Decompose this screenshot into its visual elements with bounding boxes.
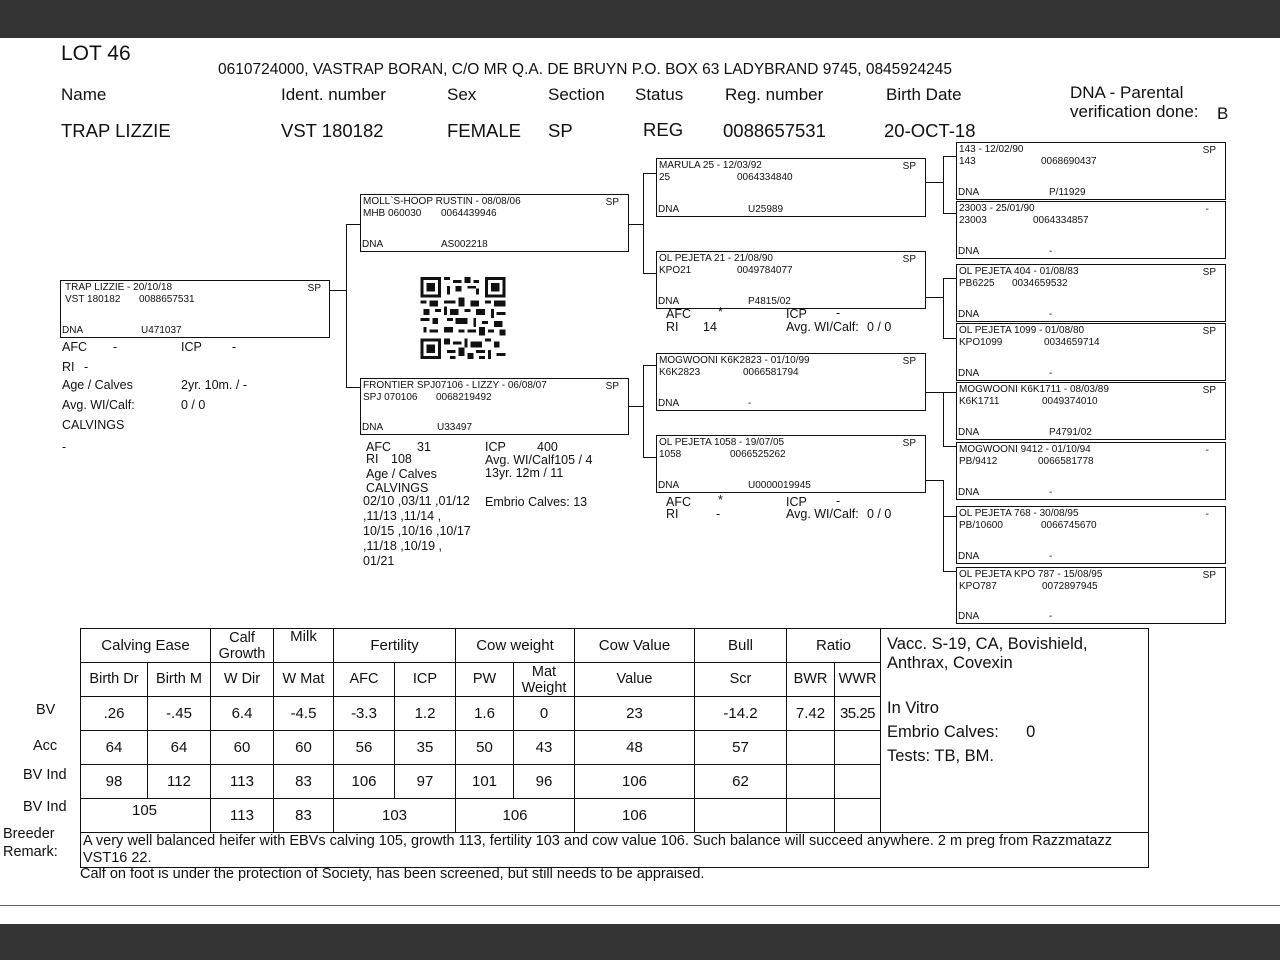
connector-line xyxy=(943,278,944,338)
animal-ident: VST 180182 xyxy=(281,120,384,141)
sd-afc-label: AFC xyxy=(666,307,691,321)
dam-afc-label: AFC xyxy=(366,440,391,454)
row-label-bv-ind: BV Ind xyxy=(23,767,67,783)
subject-calvings-value: - xyxy=(62,440,67,454)
ss-dna-label: DNA xyxy=(658,204,680,215)
dam-calving-line: ,11/18 ,10/19 , xyxy=(363,539,442,553)
g7-dna-value: - xyxy=(1049,551,1053,562)
col-birth-m: Birth M xyxy=(148,663,211,697)
connector-line xyxy=(943,516,956,517)
bv-cell: 1.2 xyxy=(395,697,456,731)
tests-note: Tests: TB, BM. xyxy=(887,747,994,765)
dam-age-label: Age / Calves xyxy=(366,467,437,481)
invitro-note: In Vitro xyxy=(887,699,939,717)
g2-section: - xyxy=(1205,204,1209,215)
g8-ident: KPO787 xyxy=(959,581,997,592)
group-cow-weight: Cow weight xyxy=(456,629,575,663)
subject-reg: 0088657531 xyxy=(139,294,195,305)
footer-note: Calf on foot is under the protection of Society, has been screened, but still needs to be appraised. xyxy=(80,866,705,882)
col-pw: PW xyxy=(456,663,514,697)
dd-dna-value: U0000019945 xyxy=(748,480,811,491)
pedigree-ggp-box xyxy=(956,506,1226,564)
pedigree-subject-box xyxy=(60,280,330,338)
sd-wi-label: Avg. WI/Calf: xyxy=(786,320,859,334)
sd-icp-value: - xyxy=(836,306,841,320)
ind-cell xyxy=(787,765,835,799)
sire-dna-value: AS002218 xyxy=(441,239,488,250)
connector-line xyxy=(943,213,956,214)
sd-ident: KPO21 xyxy=(659,265,692,276)
ds-ident: K6K2823 xyxy=(659,367,701,378)
header-reg: Reg. number xyxy=(725,85,824,104)
ind-cell: 62 xyxy=(695,765,787,799)
connector-line xyxy=(943,156,956,157)
ind2-cell: 83 xyxy=(274,799,334,833)
col-birth-dr: Birth Dr xyxy=(81,663,148,697)
top-bar xyxy=(0,0,1280,38)
pedigree-dam-box xyxy=(360,378,629,435)
g1-ident: 143 xyxy=(959,156,976,167)
subject-title: TRAP LIZZIE - 20/10/18 xyxy=(65,282,173,293)
animal-status: REG xyxy=(643,119,684,140)
g5-section: SP xyxy=(1202,385,1216,396)
embrio-calves-value: 0 xyxy=(1026,723,1036,741)
ind2-cell: 106 xyxy=(456,799,575,833)
acc-cell xyxy=(835,731,881,765)
dam-dna-label: DNA xyxy=(362,422,384,433)
g5-dna-value: P4791/02 xyxy=(1049,427,1092,438)
g6-dna-label: DNA xyxy=(958,487,980,498)
bv-cell: 35.25 xyxy=(835,697,881,731)
connector-line xyxy=(925,297,943,298)
embrio-calves-label: Embrio Calves: xyxy=(887,723,999,741)
remark-label-2: Remark: xyxy=(3,844,58,860)
g1-title: 143 - 12/02/90 xyxy=(959,144,1024,155)
g3-title: OL PEJETA 404 - 01/08/83 xyxy=(959,266,1079,277)
header-birth: Birth Date xyxy=(886,85,962,104)
subject-ident: VST 180182 xyxy=(65,294,121,305)
sd-dna-label: DNA xyxy=(658,296,680,307)
dd-afc-label: AFC xyxy=(666,495,691,509)
acc-cell xyxy=(787,731,835,765)
g3-dna-value: - xyxy=(1049,309,1053,320)
pedigree-sire-box xyxy=(360,194,629,252)
dam-reg: 0068219492 xyxy=(436,392,492,403)
connector-line xyxy=(643,173,644,273)
group-calf-growth: Calf Growth xyxy=(211,629,274,663)
col-value: Value xyxy=(575,663,695,697)
ind-cell: 96 xyxy=(514,765,575,799)
acc-cell: 35 xyxy=(395,731,456,765)
dam-ident: SPJ 070106 xyxy=(363,392,418,403)
connector-line xyxy=(925,392,943,393)
sd-reg: 0049784077 xyxy=(737,265,793,276)
bv-cell: -4.5 xyxy=(274,697,334,731)
animal-name: TRAP LIZZIE xyxy=(61,120,171,141)
subject-afc-value: - xyxy=(113,340,118,354)
header-status: Status xyxy=(635,85,684,104)
pedigree-dam-sire-box xyxy=(656,353,926,411)
g3-dna-label: DNA xyxy=(958,309,980,320)
acc-cell: 60 xyxy=(274,731,334,765)
connector-line xyxy=(643,365,644,457)
sd-section: SP xyxy=(902,254,916,265)
acc-cell: 57 xyxy=(695,731,787,765)
col-icp: ICP xyxy=(395,663,456,697)
dam-calving-line: ,11/13 ,11/14 , xyxy=(363,509,442,523)
col-scr: Scr xyxy=(695,663,787,697)
g8-dna-label: DNA xyxy=(958,611,980,622)
g2-ident: 23003 xyxy=(959,215,987,226)
g6-title: MOGWOONI 9412 - 01/10/94 xyxy=(959,444,1091,455)
bv-cell: -.45 xyxy=(148,697,211,731)
bv-cell: -3.3 xyxy=(334,697,395,731)
pedigree-ggp-box xyxy=(956,442,1226,500)
g1-dna-value: P/11929 xyxy=(1049,187,1086,198)
pedigree-ggp-box xyxy=(956,142,1226,200)
bv-cell: .26 xyxy=(81,697,148,731)
ind2-cell: 106 xyxy=(575,799,695,833)
ind2-cell: 103 xyxy=(334,799,456,833)
g5-dna-label: DNA xyxy=(958,427,980,438)
connector-line xyxy=(943,392,944,446)
remark-label-1: Breeder xyxy=(3,826,55,842)
g3-reg: 0034659532 xyxy=(1012,278,1068,289)
g8-reg: 0072897945 xyxy=(1042,581,1098,592)
ind-cell: 106 xyxy=(575,765,695,799)
dd-section: SP xyxy=(902,438,916,449)
ss-dna-value: U25989 xyxy=(748,204,784,215)
subject-afc-label: AFC xyxy=(62,340,87,354)
subject-age-label: Age / Calves xyxy=(62,378,133,392)
g3-ident: PB6225 xyxy=(959,278,995,289)
acc-cell: 43 xyxy=(514,731,575,765)
group-fertility: Fertility xyxy=(334,629,456,663)
connector-line xyxy=(643,173,656,174)
g5-reg: 0049374010 xyxy=(1042,396,1098,407)
ind-cell: 97 xyxy=(395,765,456,799)
connector-line xyxy=(346,387,360,388)
sd-ri-value: 14 xyxy=(703,320,717,334)
g8-section: SP xyxy=(1202,570,1216,581)
animal-sex: FEMALE xyxy=(447,120,522,141)
subject-age-value: 2yr. 10m. / - xyxy=(181,378,247,392)
bv-cell: 6.4 xyxy=(211,697,274,731)
dam-ri-label: RI xyxy=(366,452,379,466)
col-w-mat: W Mat xyxy=(274,663,334,697)
dam-section: SP xyxy=(605,381,619,392)
acc-cell: 64 xyxy=(81,731,148,765)
header-ident: Ident. number xyxy=(281,85,386,104)
dd-dna-label: DNA xyxy=(658,480,680,491)
dam-icp-label: ICP xyxy=(485,440,506,454)
connector-line xyxy=(329,290,346,291)
ind-cell: 106 xyxy=(334,765,395,799)
bottom-bar xyxy=(0,924,1280,960)
subject-icp-value: - xyxy=(232,340,237,354)
connector-line xyxy=(943,571,956,572)
qr-code-icon xyxy=(420,277,506,359)
ds-reg: 0066581794 xyxy=(743,367,799,378)
g4-dna-value: - xyxy=(1049,368,1053,379)
vaccination-note: Vacc. S-19, CA, Bovishield, Anthrax, Covexin xyxy=(887,635,1088,672)
subject-wi-label: Avg. WI/Calf: xyxy=(62,398,135,412)
dd-title: OL PEJETA 1058 - 19/07/05 xyxy=(659,437,785,448)
dd-ident: 1058 xyxy=(659,449,682,460)
animal-section: SP xyxy=(548,120,573,141)
sd-afc-value: * xyxy=(718,305,723,319)
acc-cell: 56 xyxy=(334,731,395,765)
col-mat-weight: Mat Weight xyxy=(514,663,575,697)
subject-ri-label: RI xyxy=(62,360,75,374)
g6-ident: PB/9412 xyxy=(959,456,998,467)
embrio-calves-row xyxy=(887,723,1142,742)
g1-reg: 0068690437 xyxy=(1041,156,1097,167)
ind-cell xyxy=(835,765,881,799)
ind2-cell xyxy=(787,799,835,833)
lot-number: LOT 46 xyxy=(61,42,131,65)
col-bwr: BWR xyxy=(787,663,835,697)
acc-cell: 64 xyxy=(148,731,211,765)
connector-line xyxy=(943,278,956,279)
sd-ri-label: RI xyxy=(666,320,679,334)
dam-icp-value: 400 xyxy=(537,440,558,454)
pedigree-dam-dam-box xyxy=(656,435,926,493)
dam-age-value: 13yr. 12m / 11 xyxy=(485,466,564,480)
connector-line xyxy=(643,457,656,458)
g6-dna-value: - xyxy=(1049,487,1053,498)
g7-section: - xyxy=(1205,509,1209,520)
connector-line xyxy=(943,392,956,393)
g8-dna-value: - xyxy=(1049,611,1053,622)
g4-dna-label: DNA xyxy=(958,368,980,379)
header-section: Section xyxy=(548,85,605,104)
ind2-cell xyxy=(835,799,881,833)
g7-title: OL PEJETA 768 - 30/08/95 xyxy=(959,508,1079,519)
connector-line xyxy=(925,182,943,183)
col-wwr: WWR xyxy=(835,663,881,697)
bv-table xyxy=(80,628,1149,868)
pedigree-ggp-box xyxy=(956,382,1226,440)
ind2-cell: 113 xyxy=(211,799,274,833)
g4-reg: 0034659714 xyxy=(1044,337,1100,348)
connector-line xyxy=(643,273,656,274)
g2-title: 23003 - 25/01/90 xyxy=(959,203,1035,214)
connector-line xyxy=(943,156,944,213)
ss-section: SP xyxy=(902,161,916,172)
g6-section: - xyxy=(1205,445,1209,456)
g7-ident: PB/10600 xyxy=(959,520,1003,531)
subject-icp-label: ICP xyxy=(181,340,202,354)
sire-section: SP xyxy=(605,197,619,208)
ind-cell: 83 xyxy=(274,765,334,799)
g6-reg: 0066581778 xyxy=(1038,456,1094,467)
animal-birth: 20-OCT-18 xyxy=(884,120,976,141)
ind-cell: 98 xyxy=(81,765,148,799)
bv-cell: 7.42 xyxy=(787,697,835,731)
animal-reg: 0088657531 xyxy=(723,120,826,141)
dd-wi-value: 0 / 0 xyxy=(867,507,892,521)
ds-dna-value: - xyxy=(748,398,752,409)
subject-ri-value: - xyxy=(84,360,89,374)
connector-line xyxy=(943,480,944,571)
owner-line: 0610724000, VASTRAP BORAN, C/O MR Q.A. DE BRUYN P.O. BOX 63 LADYBRAND 9745, 0845924245 xyxy=(218,61,953,78)
subject-calvings-label: CALVINGS xyxy=(62,418,125,432)
bv-cell: 1.6 xyxy=(456,697,514,731)
g7-dna-label: DNA xyxy=(958,551,980,562)
g4-title: OL PEJETA 1099 - 01/08/80 xyxy=(959,325,1085,336)
dd-icp-label: ICP xyxy=(786,495,807,509)
dd-afc-value: * xyxy=(718,493,723,507)
pedigree-sire-dam-box xyxy=(656,251,926,309)
g5-title: MOGWOONI K6K1711 - 08/03/89 xyxy=(959,384,1109,395)
g2-dna-label: DNA xyxy=(958,246,980,257)
acc-cell: 60 xyxy=(211,731,274,765)
group-ratio: Ratio xyxy=(787,629,881,663)
header-dna-1: DNA - Parental xyxy=(1070,83,1184,102)
bv-cell: 23 xyxy=(575,697,695,731)
pedigree-ggp-box xyxy=(956,264,1226,322)
pedigree-sire-sire-box xyxy=(656,158,926,217)
dam-embrio: Embrio Calves: 13 xyxy=(485,495,588,509)
g7-reg: 0066745670 xyxy=(1041,520,1097,531)
acc-cell: 50 xyxy=(456,731,514,765)
dd-icp-value: - xyxy=(836,494,841,508)
connector-line xyxy=(643,365,656,366)
sd-icp-label: ICP xyxy=(786,307,807,321)
connector-line xyxy=(943,338,956,339)
row-label-bv: BV xyxy=(36,702,56,718)
ss-ident: 25 xyxy=(659,172,671,183)
header-dna-value: B xyxy=(1217,104,1229,123)
row-label-acc: Acc xyxy=(33,738,58,754)
dam-calving-line: 01/21 xyxy=(363,554,395,568)
header-name: Name xyxy=(61,85,107,104)
group-cow-value: Cow Value xyxy=(575,629,695,663)
connector-line xyxy=(629,224,643,225)
g2-reg: 0064334857 xyxy=(1033,215,1089,226)
sire-reg: 0064439946 xyxy=(441,208,497,219)
notes-cell xyxy=(881,629,1149,833)
table-row-remark xyxy=(81,833,1149,868)
subject-section: SP xyxy=(307,283,321,294)
dd-wi-label: Avg. WI/Calf: xyxy=(786,507,859,521)
dam-title: FRONTIER SPJ07106 - LIZZY - 06/08/07 xyxy=(363,380,547,391)
divider xyxy=(0,905,1280,906)
sd-dna-value: P4815/02 xyxy=(748,296,791,307)
bv-cell: -14.2 xyxy=(695,697,787,731)
dam-wi: Avg. WI/Calf105 / 4 xyxy=(485,453,593,467)
breeder-remark: A very well balanced heifer with EBVs calving 105, growth 113, fertility 103 and cow value 106. Such balance will succeed anywhere. 2 m preg from Razzmatazz VST16 22. xyxy=(81,833,1149,868)
group-calving-ease: Calving Ease xyxy=(81,629,211,663)
g4-ident: KPO1099 xyxy=(959,337,1003,348)
subject-wi-value: 0 / 0 xyxy=(181,398,206,412)
connector-line xyxy=(925,480,943,481)
connector-line xyxy=(629,406,643,407)
col-afc: AFC xyxy=(334,663,395,697)
ind-cell: 112 xyxy=(148,765,211,799)
g8-title: OL PEJETA KPO 787 - 15/08/95 xyxy=(959,569,1103,580)
ss-title: MARULA 25 - 12/03/92 xyxy=(659,160,762,171)
dam-dna-value: U33497 xyxy=(437,422,473,433)
subject-dna-value: U471037 xyxy=(141,325,182,336)
dam-calving-line: 02/10 ,03/11 ,01/12 xyxy=(363,494,470,508)
header-sex: Sex xyxy=(447,85,477,104)
dd-reg: 0066525262 xyxy=(730,449,786,460)
ind2-cell: 105 xyxy=(81,799,211,833)
bv-cell: 0 xyxy=(514,697,575,731)
sire-ident: MHB 060030 xyxy=(363,208,422,219)
sd-wi-value: 0 / 0 xyxy=(867,320,892,334)
dam-calving-line: 10/15 ,10/16 ,10/17 xyxy=(363,524,471,538)
dam-ri-value: 108 xyxy=(391,452,412,466)
sire-title: MOLL`S-HOOP RUSTIN - 08/08/06 xyxy=(363,196,521,207)
group-bull: Bull xyxy=(695,629,787,663)
dam-afc-value: 31 xyxy=(417,440,431,454)
header-dna-2: verification done: xyxy=(1070,102,1199,121)
ds-title: MOGWOONI K6K2823 - 01/10/99 xyxy=(659,355,810,366)
g3-section: SP xyxy=(1202,267,1216,278)
ind2-cell xyxy=(695,799,787,833)
table-group-row xyxy=(81,629,1149,663)
g4-section: SP xyxy=(1202,326,1216,337)
dd-ri-value: - xyxy=(716,507,721,521)
sire-dna-label: DNA xyxy=(362,239,384,250)
connector-line xyxy=(346,224,360,225)
pedigree-ggp-box xyxy=(956,567,1226,624)
connector-line xyxy=(346,224,347,387)
acc-cell: 48 xyxy=(575,731,695,765)
connector-line xyxy=(943,446,956,447)
group-milk: Milk xyxy=(274,629,334,663)
ss-reg: 0064334840 xyxy=(737,172,793,183)
ds-section: SP xyxy=(902,356,916,367)
col-w-dir: W Dir xyxy=(211,663,274,697)
ind-cell: 113 xyxy=(211,765,274,799)
g1-section: SP xyxy=(1202,145,1216,156)
dam-calvings-label: CALVINGS xyxy=(366,481,429,495)
pedigree-ggp-box xyxy=(956,323,1226,381)
row-label-bv-ind-2: BV Ind xyxy=(23,799,67,815)
ds-dna-label: DNA xyxy=(658,398,680,409)
dd-ri-label: RI xyxy=(666,507,679,521)
sd-title: OL PEJETA 21 - 21/08/90 xyxy=(659,253,773,264)
subject-dna-label: DNA xyxy=(62,325,84,336)
ind-cell: 101 xyxy=(456,765,514,799)
g5-ident: K6K1711 xyxy=(959,396,1000,407)
g2-dna-value: - xyxy=(1049,246,1053,257)
g1-dna-label: DNA xyxy=(958,187,980,198)
pedigree-ggp-box xyxy=(956,201,1226,259)
